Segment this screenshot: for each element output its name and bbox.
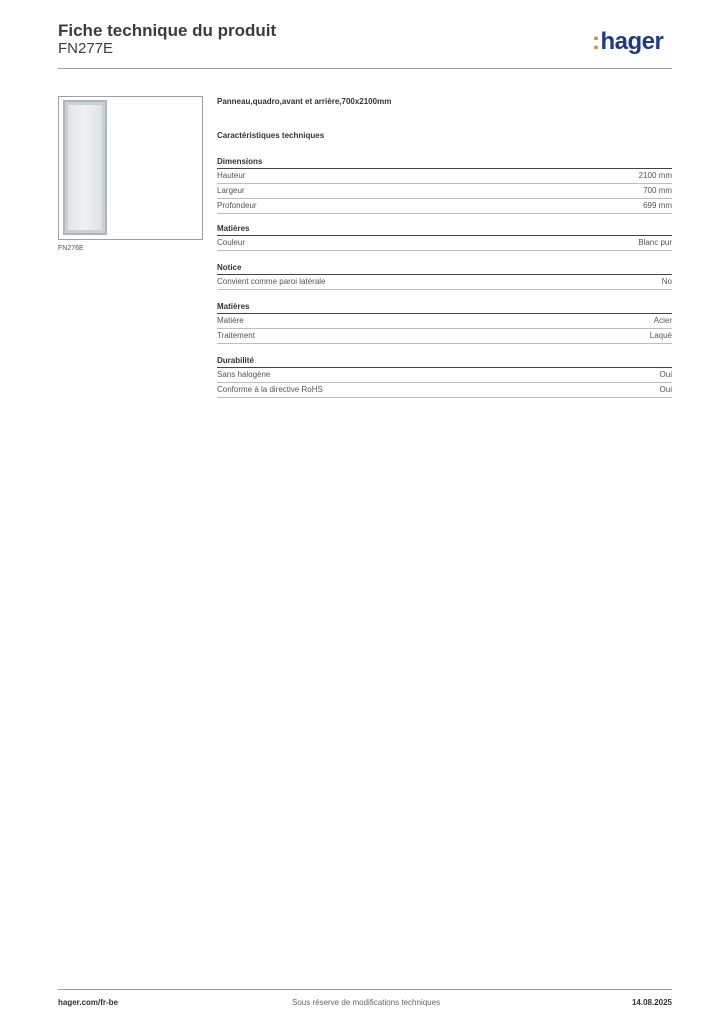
footer-website-link[interactable]: hager.com/fr-be — [58, 998, 119, 1007]
specs-heading: Caractéristiques techniques — [217, 131, 325, 140]
section-title: Dimensions — [217, 155, 672, 169]
spec-label: Matière — [217, 316, 244, 325]
spec-label: Largeur — [217, 186, 245, 195]
spec-label: Convient comme paroi latérale — [217, 277, 326, 286]
section-title: Matières — [217, 222, 672, 236]
section-title: Notice — [217, 261, 672, 275]
spec-value: Oui — [659, 370, 672, 379]
spec-value: 700 mm — [643, 186, 672, 195]
spec-value: No — [661, 277, 672, 286]
spec-label: Hauteur — [217, 171, 246, 180]
spec-row — [217, 329, 672, 344]
hager-logo[interactable] — [592, 28, 663, 56]
spec-value: Blanc pur — [638, 238, 672, 247]
spec-value: 2100 mm — [638, 171, 672, 180]
spec-label: Conforme à la directive RoHS — [217, 385, 323, 394]
section-title: Durabilité — [217, 354, 672, 368]
section-materials — [217, 300, 672, 344]
spec-row — [217, 199, 672, 214]
product-reference: FN277E — [58, 40, 114, 57]
section-notice — [217, 261, 672, 290]
spec-value: Acier — [653, 316, 672, 325]
section-dimensions — [217, 155, 672, 214]
section-durability — [217, 354, 672, 398]
section-materials-color — [217, 222, 672, 251]
section-title: Matières — [217, 300, 672, 314]
spec-label: Traitement — [217, 331, 255, 340]
logo-mark: : — [592, 28, 600, 55]
spec-value: 699 mm — [643, 201, 672, 210]
logo-text: hager — [600, 28, 664, 55]
spec-row — [217, 184, 672, 199]
spec-row — [217, 314, 672, 329]
product-description: Panneau,quadro,avant et arrière,700x2100mm — [217, 97, 392, 106]
spec-row — [217, 383, 672, 398]
spec-row — [217, 368, 672, 383]
spec-label: Sans halogène — [217, 370, 271, 379]
spec-row — [217, 236, 672, 251]
spec-label: Couleur — [217, 238, 246, 247]
spec-value: Laqué — [649, 331, 672, 340]
page-title: Fiche technique du produit — [58, 21, 277, 40]
header-divider — [58, 68, 672, 69]
footer-divider — [58, 989, 672, 990]
footer-notice: Sous réserve de modifications techniques — [292, 998, 441, 1007]
footer-date: 14.08.2025 — [631, 998, 672, 1007]
spec-value: Oui — [659, 385, 672, 394]
spec-row — [217, 275, 672, 290]
product-image — [58, 96, 203, 240]
image-caption: FN276E — [58, 245, 84, 252]
spec-label: Profondeur — [217, 201, 257, 210]
panel-illustration — [63, 100, 107, 235]
spec-row — [217, 169, 672, 184]
